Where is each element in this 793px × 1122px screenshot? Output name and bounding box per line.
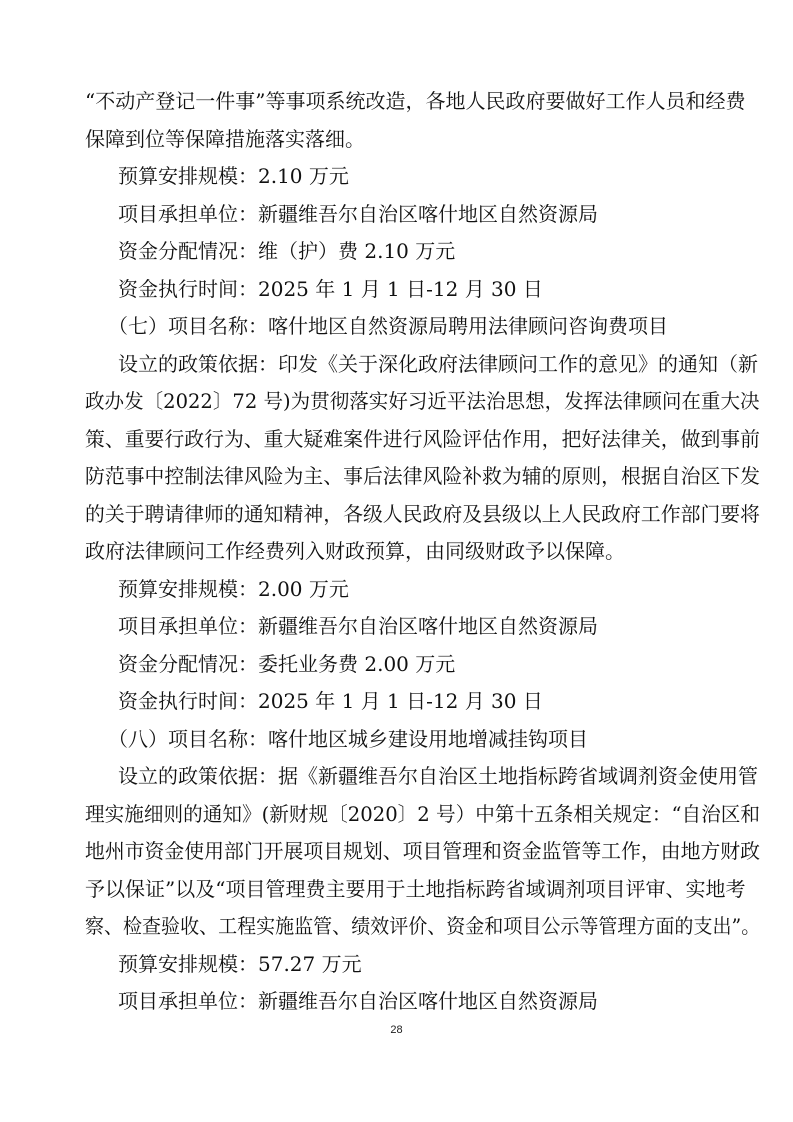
text-line: 预算安排规模：57.27 万元 bbox=[118, 952, 362, 976]
page-number: 28 bbox=[390, 1024, 403, 1036]
text-line: 策、重要行政行为、重大疑难案件进行风险评估作用，把好法律关，做到事前 bbox=[85, 427, 760, 451]
text-line: 预算安排规模：2.00 万元 bbox=[118, 577, 349, 601]
text-line: 项目承担单位：新疆维吾尔自治区喀什地区自然资源局 bbox=[118, 202, 598, 226]
text-line: 项目承担单位：新疆维吾尔自治区喀什地区自然资源局 bbox=[118, 614, 598, 638]
text-line: 资金分配情况：委托业务费 2.00 万元 bbox=[118, 652, 456, 676]
text-line: 理实施细则的通知》(新财规〔2020〕2 号）中第十五条相关规定：“自治区和 bbox=[85, 802, 761, 826]
section-heading: （七）项目名称：喀什地区自然资源局聘用法律顾问咨询费项目 bbox=[108, 314, 668, 338]
text-line: 保障到位等保障措施落实落细。 bbox=[85, 127, 365, 151]
section-heading: （八）项目名称：喀什地区城乡建设用地增减挂钩项目 bbox=[108, 727, 588, 751]
text-line: 察、检查验收、工程实施监管、绩效评价、资金和项目公示等管理方面的支出”。 bbox=[85, 914, 761, 938]
text-line: 预算安排规模：2.10 万元 bbox=[118, 164, 349, 188]
text-line: 地州市资金使用部门开展项目规划、项目管理和资金监管等工作，由地方财政 bbox=[85, 839, 760, 863]
text-line: 设立的政策依据：印发《关于深化政府法律顾问工作的意见》的通知（新 bbox=[118, 352, 758, 376]
text-line: 予以保证”以及“项目管理费主要用于土地指标跨省域调剂项目评审、实地考 bbox=[85, 877, 746, 901]
text-line: 资金分配情况：维（护）费 2.10 万元 bbox=[118, 239, 456, 263]
text-line: 设立的政策依据：据《新疆维吾尔自治区土地指标跨省域调剂资金使用管 bbox=[118, 764, 758, 788]
text-line: “不动产登记一件事”等事项系统改造，各地人民政府要做好工作人员和经费 bbox=[85, 89, 746, 113]
text-line: 防范事中控制法律风险为主、事后法律风险补救为辅的原则，根据自治区下发 bbox=[85, 464, 760, 488]
text-line: 政办发〔2022〕72 号)为贯彻落实好习近平法治思想，发挥法律顾问在重大决 bbox=[85, 389, 760, 413]
text-line: 项目承担单位：新疆维吾尔自治区喀什地区自然资源局 bbox=[118, 989, 598, 1013]
text-line: 资金执行时间：2025 年 1 月 1 日-12 月 30 日 bbox=[118, 689, 543, 713]
text-line: 政府法律顾问工作经费列入财政预算，由同级财政予以保障。 bbox=[85, 539, 625, 563]
text-line: 的关于聘请律师的通知精神，各级人民政府及县级以上人民政府工作部门要将 bbox=[85, 502, 760, 526]
text-line: 资金执行时间：2025 年 1 月 1 日-12 月 30 日 bbox=[118, 277, 543, 301]
